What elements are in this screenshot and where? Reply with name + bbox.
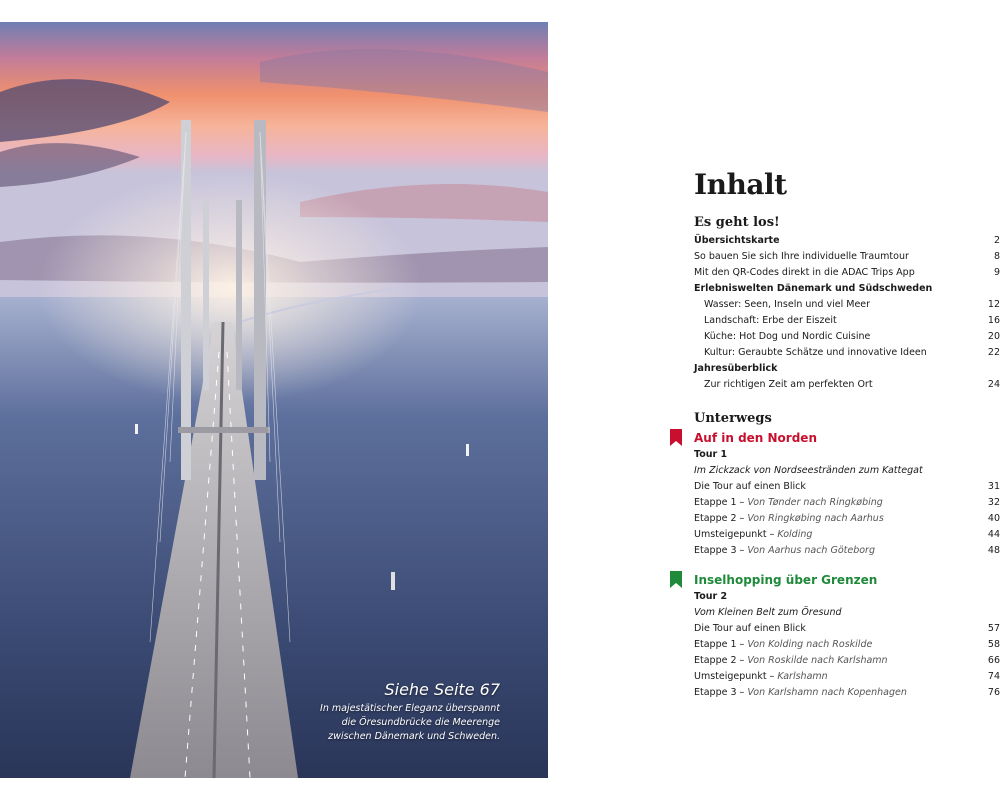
toc-entry[interactable]	[694, 653, 1000, 669]
stage-route: Von Aarhus nach Göteborg	[747, 545, 875, 556]
toc-entry[interactable]	[694, 511, 1000, 527]
toc-entry[interactable]	[694, 233, 1000, 249]
toc-entry[interactable]	[694, 669, 1000, 685]
toc-entry-label: Die Tour auf einen Blick	[694, 623, 806, 634]
toc-entry-page: 24	[987, 379, 1000, 390]
toc-entry-label	[694, 545, 875, 556]
stage-route: Von Ringkøbing nach Aarhus	[747, 513, 884, 524]
toc-entry-page: 8	[993, 251, 1000, 262]
toc-entry-label: Erlebniswelten Dänemark und Südschweden	[694, 283, 933, 294]
toc-entry-page: 66	[987, 655, 1000, 666]
toc-entry-page: 44	[987, 529, 1000, 540]
bookmark-icon	[670, 571, 682, 588]
toc-entry[interactable]	[694, 249, 1000, 265]
toc-entry[interactable]	[694, 495, 1000, 511]
stage-route: Von Karlshamn nach Kopenhagen	[747, 687, 907, 698]
stage-prefix: Etappe 2 –	[694, 655, 748, 666]
toc-entry-label: Wasser: Seen, Inseln und viel Meer	[704, 299, 871, 310]
tour-subtitle-text: Vom Kleinen Belt zum Öresund	[694, 607, 842, 618]
toc-entry-label	[694, 687, 907, 698]
toc-entry-label	[694, 671, 828, 682]
toc-entry-label	[694, 513, 884, 524]
toc-entry-label: Küche: Hot Dog und Nordic Cuisine	[704, 331, 871, 342]
toc-entry[interactable]	[694, 479, 1000, 495]
tour-1-title: Auf in den Norden	[694, 431, 817, 445]
toc-entry-label: Kultur: Geraubte Schätze und innovative Ideen	[704, 347, 927, 358]
toc-entry-page: 76	[987, 687, 1000, 698]
toc-group-heading	[694, 281, 1000, 297]
toc-entry-label: Mit den QR-Codes direkt in die ADAC Trips App	[694, 267, 915, 278]
table-of-contents	[694, 168, 1000, 701]
tour-1-heading[interactable]	[694, 429, 1000, 447]
toc-entry[interactable]	[694, 637, 1000, 653]
stage-route: Von Roskilde nach Karlshamn	[747, 655, 888, 666]
toc-entry[interactable]	[694, 685, 1000, 701]
stage-prefix: Umsteigepunkt –	[694, 529, 778, 540]
stage-prefix: Etappe 3 –	[694, 545, 748, 556]
stage-route: Kolding	[777, 529, 813, 540]
stage-prefix: Etappe 1 –	[694, 639, 748, 650]
toc-entry-page: 2	[993, 235, 1000, 246]
toc-entry-page: 20	[987, 331, 1000, 342]
tour-label-text: Tour 1	[694, 449, 728, 460]
toc-entry[interactable]	[694, 621, 1000, 637]
toc-entry-page: 48	[987, 545, 1000, 556]
caption-line: zwischen Dänemark und Schweden.	[328, 731, 500, 742]
toc-entry-label: Die Tour auf einen Blick	[694, 481, 806, 492]
toc-entry-label	[694, 655, 888, 666]
tour-2-title: Inselhopping über Grenzen	[694, 573, 878, 587]
bridge-photo-illustration	[0, 22, 548, 778]
toc-entry-page: 12	[987, 299, 1000, 310]
tour-subtitle-text: Im Zickzack von Nordseestränden zum Kattegat	[694, 465, 923, 476]
toc-entry-label	[694, 639, 872, 650]
toc-entry-page: 58	[987, 639, 1000, 650]
caption-line: In majestätischer Eleganz überspannt	[320, 703, 500, 714]
stage-route: Von Kolding nach Roskilde	[747, 639, 873, 650]
toc-entry-label: Übersichtskarte	[694, 235, 780, 246]
toc-entry[interactable]	[694, 345, 1000, 361]
toc-entry[interactable]	[694, 543, 1000, 559]
toc-entry-label: Zur richtigen Zeit am perfekten Ort	[704, 379, 873, 390]
bookmark-icon	[670, 429, 682, 446]
toc-entry-page: 32	[987, 497, 1000, 508]
tour-subtitle	[694, 463, 1000, 479]
cover-photo	[0, 22, 548, 778]
toc-entry-label: Landschaft: Erbe der Eiszeit	[704, 315, 837, 326]
toc-entry-page: 9	[993, 267, 1000, 278]
toc-entry-page: 31	[987, 481, 1000, 492]
caption-title: Siehe Seite 67	[384, 680, 500, 699]
stage-prefix: Etappe 3 –	[694, 687, 748, 698]
toc-entry-label: Jahresüberblick	[694, 363, 778, 374]
tour-subtitle	[694, 605, 1000, 621]
stage-prefix: Etappe 2 –	[694, 513, 748, 524]
photo-caption	[200, 680, 500, 744]
toc-entry-page: 40	[987, 513, 1000, 524]
toc-entry-page: 74	[987, 671, 1000, 682]
caption-line: die Öresundbrücke die Meerenge	[341, 717, 500, 728]
section-heading: Unterwegs	[694, 411, 772, 426]
toc-entry-page: 22	[987, 347, 1000, 358]
toc-entry[interactable]	[694, 265, 1000, 281]
tour-2-heading[interactable]	[694, 571, 1000, 589]
stage-prefix: Umsteigepunkt –	[694, 671, 778, 682]
toc-entry[interactable]	[694, 313, 1000, 329]
toc-entry[interactable]	[694, 527, 1000, 543]
toc-entry[interactable]	[694, 297, 1000, 313]
toc-entry-page: 16	[987, 315, 1000, 326]
tour-label	[694, 447, 1000, 463]
stage-route: Von Tønder nach Ringkøbing	[747, 497, 883, 508]
tour-label	[694, 589, 1000, 605]
toc-entry[interactable]	[694, 329, 1000, 345]
toc-entry-label: So bauen Sie sich Ihre individuelle Traumtour	[694, 251, 909, 262]
toc-entry-label	[694, 497, 883, 508]
section-heading: Es geht los!	[694, 215, 780, 230]
toc-entry[interactable]	[694, 377, 1000, 393]
stage-prefix: Etappe 1 –	[694, 497, 748, 508]
toc-entry-label	[694, 529, 812, 540]
toc-group-heading	[694, 361, 1000, 377]
toc-entry-page: 57	[987, 623, 1000, 634]
toc-title: Inhalt	[694, 168, 787, 201]
tour-label-text: Tour 2	[694, 591, 728, 602]
stage-route: Karlshamn	[777, 671, 828, 682]
